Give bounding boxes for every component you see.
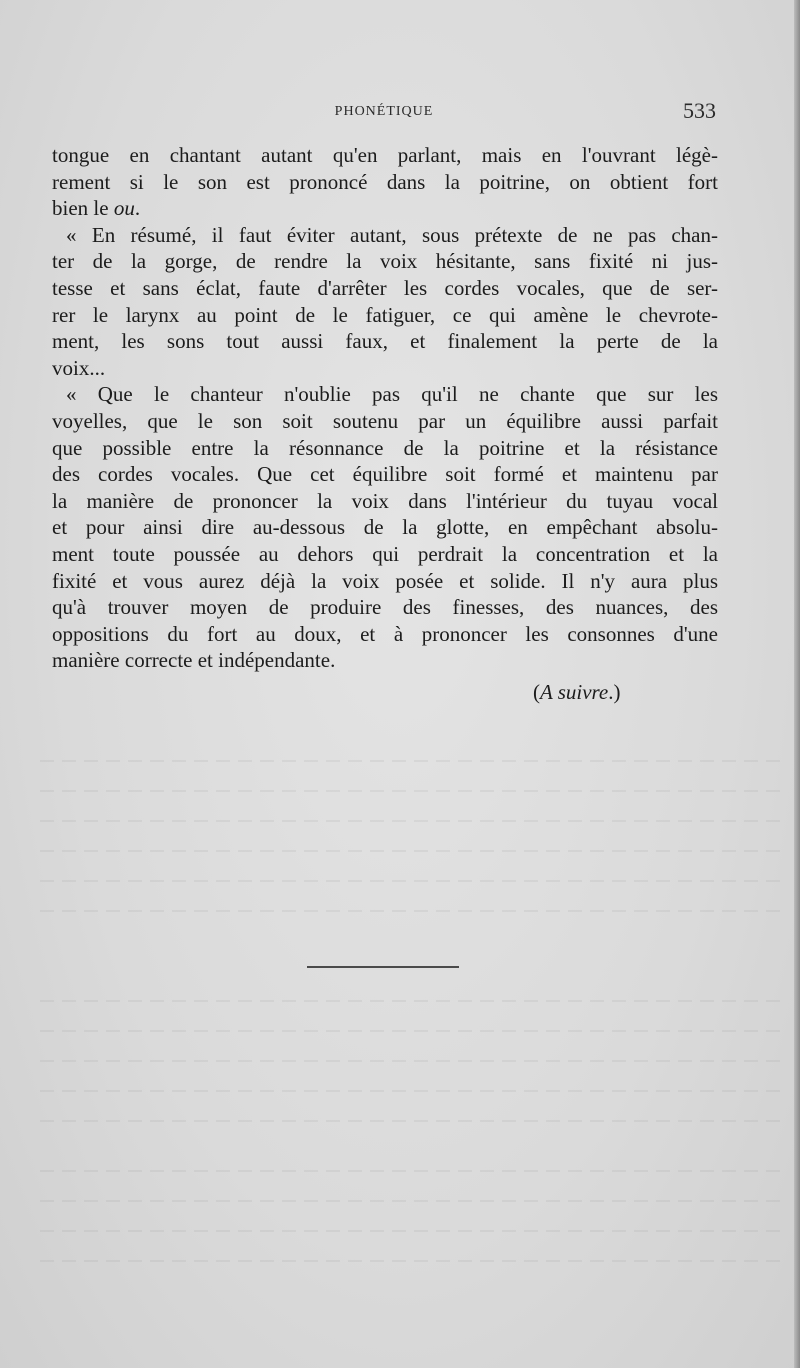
running-head (52, 98, 716, 128)
section-rule (307, 966, 459, 968)
show-through-line (40, 1120, 780, 1122)
text-line: rement si le son est prononcé dans la poitrine, on obtient fort (52, 169, 718, 194)
text-line: tesse et sans éclat, faute d'arrêter les cordes vocales, que de ser- (52, 275, 718, 300)
text-line: qu'à trouver moyen de produire des finesses, des nuances, des (52, 595, 718, 620)
text-line: manière correcte et indépendante. (52, 648, 336, 673)
show-through-line (40, 1030, 780, 1032)
to-be-continued (533, 680, 621, 705)
text-fragment: . (134, 196, 141, 221)
show-through-line (40, 820, 780, 822)
text-line: que possible entre la résonnance de la poitrine et la résistance (52, 435, 718, 460)
show-through-line (40, 1230, 780, 1232)
text-line: ment toute poussée au dehors qui perdrait la concentration et la (52, 541, 718, 566)
show-through-line (40, 760, 780, 762)
text-line: ter de la gorge, de rendre la voix hésitante, sans fixité ni jus- (52, 249, 718, 274)
text-line: ment, les sons tout aussi faux, et finalement la perte de la (52, 329, 718, 354)
a-suivre-text: A suivre (540, 680, 609, 704)
text-line: voyelles, que le son soit soutenu par un équilibre aussi parfait (52, 408, 718, 433)
text-line: des cordes vocales. Que cet équilibre soit formé et maintenu par (52, 462, 718, 487)
show-through-line (40, 790, 780, 792)
show-through-line (40, 1060, 780, 1062)
text-line: « En résumé, il faut éviter autant, sous prétexte de ne pas chan- (66, 222, 718, 247)
show-through-line (40, 1090, 780, 1092)
show-through-line (40, 880, 780, 882)
show-through-line (40, 1170, 780, 1172)
text-line: « Que le chanteur n'oublie pas qu'il ne chante que sur les (66, 382, 718, 407)
paren-open: ( (533, 680, 540, 704)
running-title: PHONÉTIQUE (334, 104, 434, 119)
text-fragment: bien le (52, 196, 114, 221)
show-through-line (40, 1200, 780, 1202)
show-through-line (40, 1000, 780, 1002)
text-line (52, 195, 718, 222)
page-edge-shadow (794, 0, 800, 1368)
text-line: et pour ainsi dire au-dessous de la glotte, en empêchant absolu- (52, 515, 718, 540)
show-through-line (40, 1260, 780, 1262)
text-line: oppositions du fort au doux, et à prononcer les consonnes d'une (52, 621, 718, 646)
page-number: 533 (683, 98, 716, 123)
show-through-line (40, 910, 780, 912)
text-line: tongue en chantant autant qu'en parlant, mais en l'ouvrant légè- (52, 143, 718, 167)
body-text (52, 142, 718, 674)
paren-close: .) (608, 680, 621, 704)
text-line: rer le larynx au point de le fatiguer, ce qui amène le chevrote- (52, 302, 718, 327)
text-line: fixité et vous aurez déjà la voix posée et solide. Il n'y aura plus (52, 568, 718, 593)
text-line: la manière de prononcer la voix dans l'intérieur du tuyau vocal (52, 488, 718, 513)
italic-word: ou (113, 196, 135, 221)
text-line: voix... (52, 355, 106, 380)
show-through-line (40, 850, 780, 852)
